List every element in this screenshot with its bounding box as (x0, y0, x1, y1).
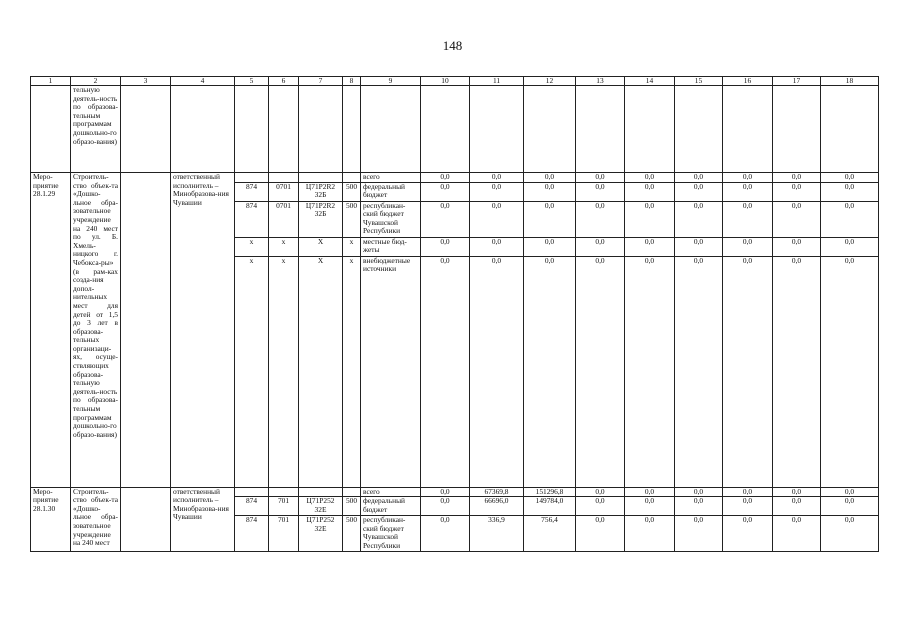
amount-cell: 0,0 (470, 201, 524, 237)
expense-type: 500 (343, 516, 361, 552)
amount-cell: 0,0 (773, 201, 821, 237)
ministry-code: 874 (235, 497, 269, 516)
budget-table (30, 76, 879, 552)
amount-cell: 0,0 (421, 497, 470, 516)
column-header: 15 (675, 77, 723, 86)
amount-cell: 0,0 (576, 237, 625, 256)
amount-cell: 0,0 (625, 182, 675, 201)
amount-cell: 0,0 (821, 182, 879, 201)
expense-type (343, 173, 361, 183)
expense-type: 500 (343, 182, 361, 201)
amount-cell: 0,0 (625, 487, 675, 497)
amount-cell: 0,0 (524, 237, 576, 256)
table-cell (723, 86, 773, 173)
table-cell (343, 86, 361, 173)
amount-cell: 0,0 (421, 487, 470, 497)
expense-type: 500 (343, 497, 361, 516)
amount-cell: 756,4 (524, 516, 576, 552)
amount-cell: 0,0 (723, 201, 773, 237)
amount-cell: 0,0 (773, 497, 821, 516)
column-header: 4 (171, 77, 235, 86)
target-article (299, 173, 343, 183)
funding-source: республикан-ский бюджет Чувашской Республики (361, 516, 421, 552)
funding-source: федеральный бюджет (361, 497, 421, 516)
amount-cell: 0,0 (773, 516, 821, 552)
amount-cell: 0,0 (821, 173, 879, 183)
amount-cell: 0,0 (821, 256, 879, 487)
column-header: 1 (31, 77, 71, 86)
target-article: Ц71Р252 32Е (299, 497, 343, 516)
amount-cell: 0,0 (723, 237, 773, 256)
amount-cell: 0,0 (421, 201, 470, 237)
amount-cell: 0,0 (821, 201, 879, 237)
target-article: Ц71Р2R2 32Б (299, 201, 343, 237)
amount-cell: 0,0 (723, 173, 773, 183)
amount-cell: 0,0 (821, 497, 879, 516)
section-code: 701 (269, 497, 299, 516)
table-row (31, 487, 879, 497)
amount-cell: 0,0 (675, 201, 723, 237)
amount-cell: 0,0 (625, 173, 675, 183)
target-article: X (299, 237, 343, 256)
table-cell (576, 86, 625, 173)
amount-cell: 0,0 (470, 182, 524, 201)
table-cell (421, 86, 470, 173)
amount-cell: 0,0 (625, 256, 675, 487)
amount-cell: 0,0 (821, 516, 879, 552)
amount-cell: 0,0 (675, 237, 723, 256)
amount-cell: 0,0 (576, 173, 625, 183)
section-code: x (269, 256, 299, 487)
amount-cell: 0,0 (625, 237, 675, 256)
table-cell (235, 86, 269, 173)
activity-description: Строитель-ство объек-та «Дошко-льное обра-зовательное учреждение на 240 мест (71, 487, 121, 552)
table-cell (121, 173, 171, 488)
amount-cell: 0,0 (524, 182, 576, 201)
amount-cell: 0,0 (524, 201, 576, 237)
column-header: 7 (299, 77, 343, 86)
amount-cell: 0,0 (524, 256, 576, 487)
amount-cell: 0,0 (625, 201, 675, 237)
table-cell (773, 86, 821, 173)
table-cell (821, 86, 879, 173)
section-code: x (269, 237, 299, 256)
column-header: 2 (71, 77, 121, 86)
activity-description: тельную деятель-ность по образова-тельным программам дошкольно-го образо-вания) (71, 86, 121, 173)
continuation-row (31, 86, 879, 173)
ministry-code: 874 (235, 182, 269, 201)
amount-cell: 0,0 (675, 173, 723, 183)
table-header-row (31, 77, 879, 86)
amount-cell: 0,0 (470, 173, 524, 183)
amount-cell: 336,9 (470, 516, 524, 552)
amount-cell: 0,0 (675, 516, 723, 552)
table-cell (625, 86, 675, 173)
amount-cell: 0,0 (421, 173, 470, 183)
amount-cell: 0,0 (773, 487, 821, 497)
amount-cell: 0,0 (576, 201, 625, 237)
amount-cell: 0,0 (723, 487, 773, 497)
ministry-code: 874 (235, 516, 269, 552)
activity-number: Меро-приятие 28.1.29 (31, 173, 71, 488)
column-header: 18 (821, 77, 879, 86)
amount-cell: 0,0 (576, 487, 625, 497)
amount-cell: 0,0 (421, 256, 470, 487)
ministry-code: x (235, 237, 269, 256)
column-header: 13 (576, 77, 625, 86)
table-cell (121, 86, 171, 173)
funding-source: внебюджетные источники (361, 256, 421, 487)
column-header: 12 (524, 77, 576, 86)
amount-cell: 0,0 (723, 516, 773, 552)
table-cell (31, 86, 71, 173)
column-header: 11 (470, 77, 524, 86)
amount-cell: 0,0 (421, 182, 470, 201)
responsible-executor: ответственный исполнитель – Минобразова-ния Чувашии (171, 487, 235, 552)
ministry-code: 874 (235, 201, 269, 237)
table-cell (299, 86, 343, 173)
ministry-code (235, 487, 269, 497)
section-code (269, 173, 299, 183)
section-code: 701 (269, 516, 299, 552)
expense-type: 500 (343, 201, 361, 237)
amount-cell: 0,0 (773, 237, 821, 256)
expense-type (343, 487, 361, 497)
column-header: 10 (421, 77, 470, 86)
responsible-executor: ответственный исполнитель – Минобразова-ния Чувашии (171, 173, 235, 488)
amount-cell: 66696,0 (470, 497, 524, 516)
amount-cell: 0,0 (723, 256, 773, 487)
amount-cell: 0,0 (675, 497, 723, 516)
amount-cell: 0,0 (675, 487, 723, 497)
target-article: X (299, 256, 343, 487)
column-header: 14 (625, 77, 675, 86)
table-cell (524, 86, 576, 173)
amount-cell: 0,0 (773, 173, 821, 183)
column-header: 3 (121, 77, 171, 86)
page-number: 148 (442, 38, 463, 53)
amount-cell: 67369,8 (470, 487, 524, 497)
table-row (31, 173, 879, 183)
column-header: 8 (343, 77, 361, 86)
funding-source: федеральный бюджет (361, 182, 421, 201)
amount-cell: 0,0 (675, 256, 723, 487)
activity-number: Меро-приятие 28.1.30 (31, 487, 71, 552)
amount-cell: 0,0 (470, 237, 524, 256)
amount-cell: 0,0 (470, 256, 524, 487)
amount-cell: 0,0 (576, 256, 625, 487)
amount-cell: 0,0 (421, 237, 470, 256)
ministry-code: x (235, 256, 269, 487)
amount-cell: 0,0 (675, 182, 723, 201)
funding-source: местные бюд-жеты (361, 237, 421, 256)
funding-source: всего (361, 487, 421, 497)
table-cell (121, 487, 171, 552)
amount-cell: 0,0 (625, 497, 675, 516)
amount-cell: 0,0 (821, 237, 879, 256)
amount-cell: 0,0 (723, 182, 773, 201)
activity-description: Строитель-ство объек-та «Дошко-льное обра-зовательное учреждение на 240 мест по ул. Б. Хмель-ницкого г. Чебокса-ры» (в рам-ках созда-ния допол-нительных мест для детей от 1,5 до 3 лет в образова-тельных организаци-ях, осуще-ствляющих образова-тельную деятель-ность по образова-тельным программам дошкольно-го образо-вания) (71, 173, 121, 488)
funding-source: республикан-ский бюджет Чувашской Республики (361, 201, 421, 237)
section-code: 0701 (269, 201, 299, 237)
table-cell (361, 86, 421, 173)
target-article: Ц71Р252 32Е (299, 516, 343, 552)
amount-cell: 0,0 (576, 516, 625, 552)
amount-cell: 0,0 (773, 182, 821, 201)
amount-cell: 151296,8 (524, 487, 576, 497)
column-header: 6 (269, 77, 299, 86)
amount-cell: 0,0 (773, 256, 821, 487)
table-cell (171, 86, 235, 173)
amount-cell: 0,0 (576, 497, 625, 516)
table-cell (470, 86, 524, 173)
section-code: 0701 (269, 182, 299, 201)
amount-cell: 0,0 (625, 516, 675, 552)
column-header: 9 (361, 77, 421, 86)
expense-type: x (343, 256, 361, 487)
column-header: 16 (723, 77, 773, 86)
target-article: Ц71Р2R2 32Б (299, 182, 343, 201)
amount-cell: 149784,0 (524, 497, 576, 516)
amount-cell: 0,0 (524, 173, 576, 183)
amount-cell: 0,0 (723, 497, 773, 516)
amount-cell: 0,0 (821, 487, 879, 497)
section-code (269, 487, 299, 497)
amount-cell: 0,0 (421, 516, 470, 552)
column-header: 5 (235, 77, 269, 86)
table-cell (269, 86, 299, 173)
table-cell (675, 86, 723, 173)
funding-source: всего (361, 173, 421, 183)
target-article (299, 487, 343, 497)
ministry-code (235, 173, 269, 183)
amount-cell: 0,0 (576, 182, 625, 201)
expense-type: x (343, 237, 361, 256)
column-header: 17 (773, 77, 821, 86)
